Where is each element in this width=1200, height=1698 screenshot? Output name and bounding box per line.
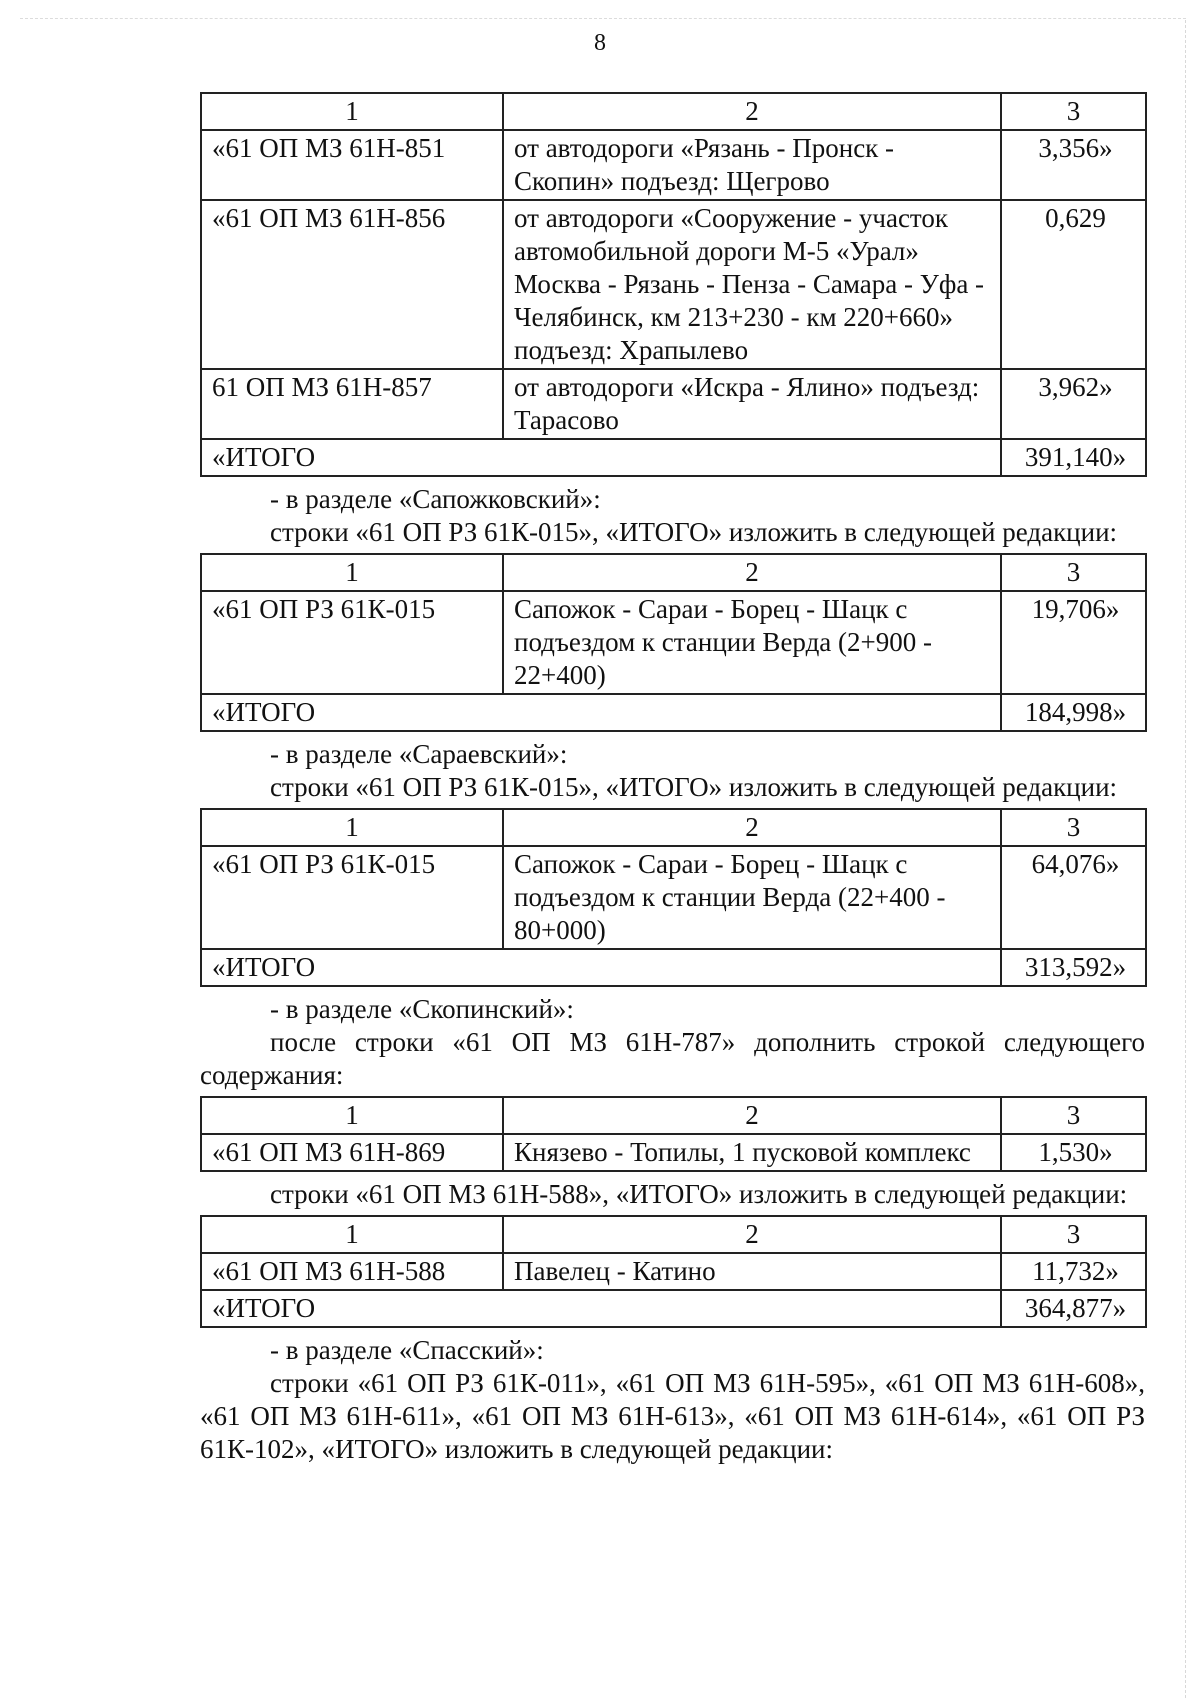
scan-right-edge — [1185, 20, 1186, 1698]
amendment-table — [200, 553, 1147, 732]
road-code-cell: «61 ОП РЗ 61К-015 — [201, 846, 503, 949]
total-value: 313,592» — [1001, 949, 1146, 986]
amendment-instruction: строки «61 ОП РЗ 61К-011», «61 ОП МЗ 61Н-595», «61 ОП МЗ 61Н-608», «61 ОП МЗ 61Н-611», «61 ОП МЗ 61Н-613», «61 ОП МЗ 61Н-614», «61 ОП РЗ 61К-102», «ИТОГО» изложить в следующей редакции: — [200, 1368, 1145, 1464]
road-name-cell: от автодороги «Рязань - Пронск - Скопин» подъезд: Щегрово — [503, 130, 1001, 200]
column-number-2: 2 — [503, 809, 1001, 846]
column-number-1: 1 — [201, 809, 503, 846]
table-row — [201, 1134, 1146, 1171]
column-number-2: 2 — [503, 554, 1001, 591]
table-header-row — [201, 809, 1146, 846]
column-number-3: 3 — [1001, 554, 1146, 591]
amendment-instruction: после строки «61 ОП МЗ 61Н-787» дополнить строкой следующего содержания: — [200, 1027, 1145, 1090]
table-row — [201, 846, 1146, 949]
total-row — [201, 439, 1146, 476]
table-header-row — [201, 1097, 1146, 1134]
amendment-table — [200, 1096, 1147, 1172]
length-cell: 0,629 — [1001, 200, 1146, 369]
road-name-cell: от автодороги «Искра - Ялино» подъезд: Тарасово — [503, 369, 1001, 439]
section-heading: - в разделе «Скопинский»: — [270, 994, 574, 1024]
amendment-table — [200, 92, 1147, 477]
table-header-row — [201, 554, 1146, 591]
road-name-cell: Павелец - Катино — [503, 1253, 1001, 1290]
table-row — [201, 591, 1146, 694]
total-row — [201, 1290, 1146, 1327]
road-code-cell: «61 ОП МЗ 61Н-851 — [201, 130, 503, 200]
total-value: 364,877» — [1001, 1290, 1146, 1327]
column-number-1: 1 — [201, 93, 503, 130]
road-name-cell: от автодороги «Сооружение - участок автомобильной дороги М-5 «Урал» Москва - Рязань - Пенза - Самара - Уфа - Челябинск, км 213+230 - км 220+660» подъезд: Храпылево — [503, 200, 1001, 369]
amendment-table — [200, 1215, 1147, 1328]
amendment-instruction: строки «61 ОП РЗ 61К-015», «ИТОГО» изложить в следующей редакции: — [270, 772, 1118, 802]
column-number-2: 2 — [503, 1097, 1001, 1134]
total-label: «ИТОГО — [201, 1290, 1001, 1327]
road-code-cell: «61 ОП РЗ 61К-015 — [201, 591, 503, 694]
road-name-cell: Сапожок - Сараи - Борец - Шацк с подъездом к станции Верда (2+900 - 22+400) — [503, 591, 1001, 694]
column-number-3: 3 — [1001, 809, 1146, 846]
length-cell: 19,706» — [1001, 591, 1146, 694]
table-row — [201, 1253, 1146, 1290]
table-row — [201, 369, 1146, 439]
total-label: «ИТОГО — [201, 949, 1001, 986]
total-value: 391,140» — [1001, 439, 1146, 476]
total-row — [201, 694, 1146, 731]
section-heading: - в разделе «Спасский»: — [270, 1335, 544, 1365]
column-number-3: 3 — [1001, 93, 1146, 130]
column-number-1: 1 — [201, 1216, 503, 1253]
section-heading: - в разделе «Сараевский»: — [270, 739, 568, 769]
total-value: 184,998» — [1001, 694, 1146, 731]
length-cell: 1,530» — [1001, 1134, 1146, 1171]
road-code-cell: «61 ОП МЗ 61Н-856 — [201, 200, 503, 369]
length-cell: 64,076» — [1001, 846, 1146, 949]
amendment-instruction: строки «61 ОП МЗ 61Н-588», «ИТОГО» изложить в следующей редакции: — [270, 1179, 1128, 1209]
road-code-cell: 61 ОП МЗ 61Н-857 — [201, 369, 503, 439]
scan-top-edge — [20, 18, 1186, 19]
page-number: 8 — [594, 30, 606, 56]
length-cell: 11,732» — [1001, 1253, 1146, 1290]
amendment-table — [200, 808, 1147, 987]
length-cell: 3,356» — [1001, 130, 1146, 200]
section-heading: - в разделе «Сапожковский»: — [270, 484, 601, 514]
table-row — [201, 130, 1146, 200]
road-code-cell: «61 ОП МЗ 61Н-588 — [201, 1253, 503, 1290]
table-header-row — [201, 1216, 1146, 1253]
total-row — [201, 949, 1146, 986]
table-header-row — [201, 93, 1146, 130]
road-name-cell: Князево - Топилы, 1 пусковой комплекс — [503, 1134, 1001, 1171]
total-label: «ИТОГО — [201, 439, 1001, 476]
document-body — [200, 92, 1145, 1470]
column-number-1: 1 — [201, 554, 503, 591]
column-number-3: 3 — [1001, 1097, 1146, 1134]
total-label: «ИТОГО — [201, 694, 1001, 731]
column-number-3: 3 — [1001, 1216, 1146, 1253]
road-name-cell: Сапожок - Сараи - Борец - Шацк с подъездом к станции Верда (22+400 - 80+000) — [503, 846, 1001, 949]
column-number-1: 1 — [201, 1097, 503, 1134]
road-code-cell: «61 ОП МЗ 61Н-869 — [201, 1134, 503, 1171]
table-row — [201, 200, 1146, 369]
length-cell: 3,962» — [1001, 369, 1146, 439]
amendment-instruction: строки «61 ОП РЗ 61К-015», «ИТОГО» изложить в следующей редакции: — [270, 517, 1118, 547]
column-number-2: 2 — [503, 1216, 1001, 1253]
column-number-2: 2 — [503, 93, 1001, 130]
